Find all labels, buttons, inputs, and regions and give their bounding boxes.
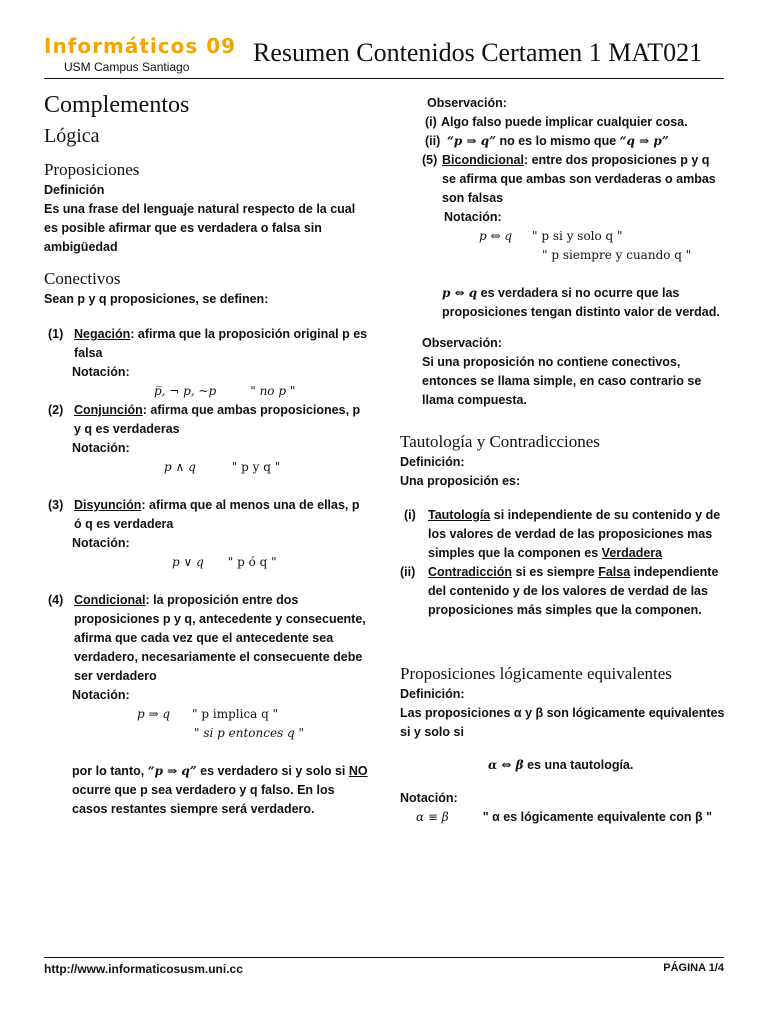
contradiccion-item	[400, 563, 726, 620]
contradiccion-term: Contradicción	[428, 565, 513, 579]
footer-url[interactable]: http://www.informaticosusm.uni.cc	[44, 962, 243, 976]
negacion-item	[44, 325, 370, 363]
condicional-reading-2: " si p entonces q "	[194, 726, 305, 740]
condicional-notation	[44, 705, 370, 724]
conjuncion-symbol: p ∧ q	[164, 460, 196, 474]
observacion-label: Observación:	[427, 96, 507, 110]
condicional-item	[44, 591, 370, 686]
notacion-label: Notación:	[72, 441, 130, 455]
item-number: (ii)	[400, 565, 416, 579]
condicional-reading-alt	[44, 724, 370, 743]
tautologia-intro: Una proposición es:	[400, 474, 521, 488]
condicional-explanation	[44, 762, 370, 819]
negacion-term: Negación	[74, 327, 131, 341]
item-number: (5)	[422, 153, 438, 167]
equivalentes-symbol: α ⇔ β	[488, 758, 524, 772]
explanation-part: ocurre que p sea verdadero y q falso. En los casos restantes siempre será verdadero.	[72, 783, 335, 816]
bicondicional-reading-alt	[400, 246, 726, 265]
item-number: (i)	[404, 508, 416, 522]
condicional-text: : la proposición entre dos proposiciones p y q, antecedente y consecuente, afirma que cada vez que el antecedente sea verdadero, necesariamente el consecuente debe ser verdadero	[74, 593, 366, 683]
header-divider	[44, 78, 724, 79]
equivalentes-tail: es una tautología.	[523, 758, 634, 772]
observacion-text-2: Si una proposición no contiene conectivos, entonces se llama simple, en caso contrario se llama compuesta.	[422, 355, 702, 407]
negacion-notation	[44, 382, 370, 401]
disyuncion-symbol: p ∨ q	[172, 555, 204, 569]
notacion-label: Notación:	[72, 688, 130, 702]
explanation-part: es verdadero si y solo si	[196, 764, 349, 778]
falsa-term: Falsa	[598, 565, 631, 579]
negacion-symbol: p̅, ¬ p, ~p	[154, 384, 217, 398]
equivalentes-notation-symbol: α ≡ β	[416, 810, 449, 824]
observacion-label-2: Observación:	[422, 336, 502, 350]
emphasis-no: NO	[348, 764, 368, 778]
condicional-reading: " p implica q "	[192, 707, 279, 721]
heading-tautologia: Tautología y Contradicciones	[400, 432, 600, 451]
notacion-label: Notación:	[72, 365, 130, 379]
disyuncion-reading: " p ó q "	[227, 555, 277, 569]
campus-label: USM Campus Santiago	[64, 60, 190, 74]
logo: Informáticos 09	[44, 34, 237, 58]
contradiccion-text-2: independiente del contenido y de los valores de verdad de las proposiciones más simples que la componen.	[428, 565, 719, 617]
item-number: (3)	[48, 498, 64, 512]
disyuncion-term: Disyunción	[74, 498, 142, 512]
heading-conectivos: Conectivos	[44, 269, 121, 288]
bicondicional-text: : entre dos proposiciones p y q se afirma que ambas son verdaderas o ambas son falsas	[442, 153, 716, 205]
left-column	[44, 92, 370, 819]
bicondicional-symbol: p ⇔ q	[442, 286, 478, 300]
bicondicional-reading: " p si y solo q "	[532, 229, 623, 243]
equivalentes-tautologia	[400, 756, 726, 775]
observacion-expr-2: “q ⇒ p”	[619, 134, 669, 148]
tautologia-item	[400, 506, 726, 563]
conectivos-intro: Sean p y q proposiciones, se definen:	[44, 292, 269, 306]
heading-logica: Lógica	[44, 125, 100, 147]
conjuncion-item	[44, 401, 370, 439]
footer-divider	[44, 957, 724, 958]
definition-label: Definición	[44, 183, 105, 197]
definition-label: Definición:	[400, 455, 465, 469]
conjuncion-reading: " p y q "	[231, 460, 281, 474]
contradiccion-text: si es siempre	[512, 565, 599, 579]
disyuncion-item	[44, 496, 370, 534]
observacion-mid: no es lo mismo que	[496, 134, 620, 148]
observacion-item-1	[400, 113, 726, 132]
disyuncion-notation	[44, 553, 370, 572]
notacion-label: Notación:	[72, 536, 130, 550]
bicondicional-reading-2: " p siempre y cuando q "	[542, 248, 692, 262]
bicondicional-item	[400, 151, 726, 208]
notacion-label: Notación:	[400, 791, 458, 805]
observacion-expr-1: “p ⇒ q”	[447, 134, 496, 148]
conjuncion-term: Conjunción	[74, 403, 143, 417]
observacion-item-2	[400, 132, 726, 151]
conjuncion-notation	[44, 458, 370, 477]
document-title: Resumen Contenidos Certamen 1 MAT021	[253, 38, 703, 67]
item-number: (ii)	[425, 134, 441, 148]
condicional-term: Condicional	[74, 593, 146, 607]
explanation-part: por lo tanto,	[72, 764, 148, 778]
bicondicional-note	[400, 284, 726, 322]
negacion-text: : afirma que la proposición original p es falsa	[74, 327, 368, 360]
bicondicional-note-text: es verdadera si no ocurre que las proposiciones tengan distinto valor de verdad.	[442, 286, 720, 319]
item-number: (i)	[425, 115, 437, 129]
disyuncion-text: : afirma que al menos una de ellas, p ó q es verdadera	[74, 498, 360, 531]
verdadera-term: Verdadera	[601, 546, 663, 560]
heading-equivalentes: Proposiciones lógicamente equivalentes	[400, 664, 672, 683]
conjuncion-text: : afirma que ambas proposiciones, p y q es verdaderas	[74, 403, 361, 436]
equivalentes-text: Las proposiciones α y β son lógicamente equivalentes si y solo si	[400, 706, 725, 739]
observacion-text-1: Algo falso puede implicar cualquier cosa.	[441, 115, 688, 129]
definition-text: Es una frase del lenguaje natural respecto de la cual es posible afirmar que es verdadera o falsa sin ambigüedad	[44, 202, 356, 254]
page-number: PÁGINA 1/4	[663, 962, 724, 974]
condicional-symbol: p ⇒ q	[137, 707, 171, 721]
equivalentes-reading: " α es lógicamente equivalente con β "	[482, 810, 713, 824]
bicondicional-symbol: p ⇔ q	[479, 229, 513, 243]
condicional-expression: “p ⇒ q”	[147, 764, 197, 778]
item-number: (4)	[48, 593, 64, 607]
item-number: (2)	[48, 403, 64, 417]
item-number: (1)	[48, 327, 64, 341]
definition-label: Definición:	[400, 687, 465, 701]
bicondicional-term: Bicondicional	[442, 153, 524, 167]
right-column	[400, 94, 726, 827]
heading-proposiciones: Proposiciones	[44, 160, 140, 179]
negacion-reading: " no p "	[250, 384, 296, 398]
heading-complementos: Complementos	[44, 92, 190, 118]
equivalentes-notation	[400, 808, 726, 827]
tautologia-term: Tautología	[428, 508, 491, 522]
notacion-label: Notación:	[444, 210, 502, 224]
tautologia-text: si independiente de su contenido y de los valores de verdad de las proposiciones mas simples que la componen es	[428, 508, 721, 560]
bicondicional-notation	[400, 227, 726, 246]
